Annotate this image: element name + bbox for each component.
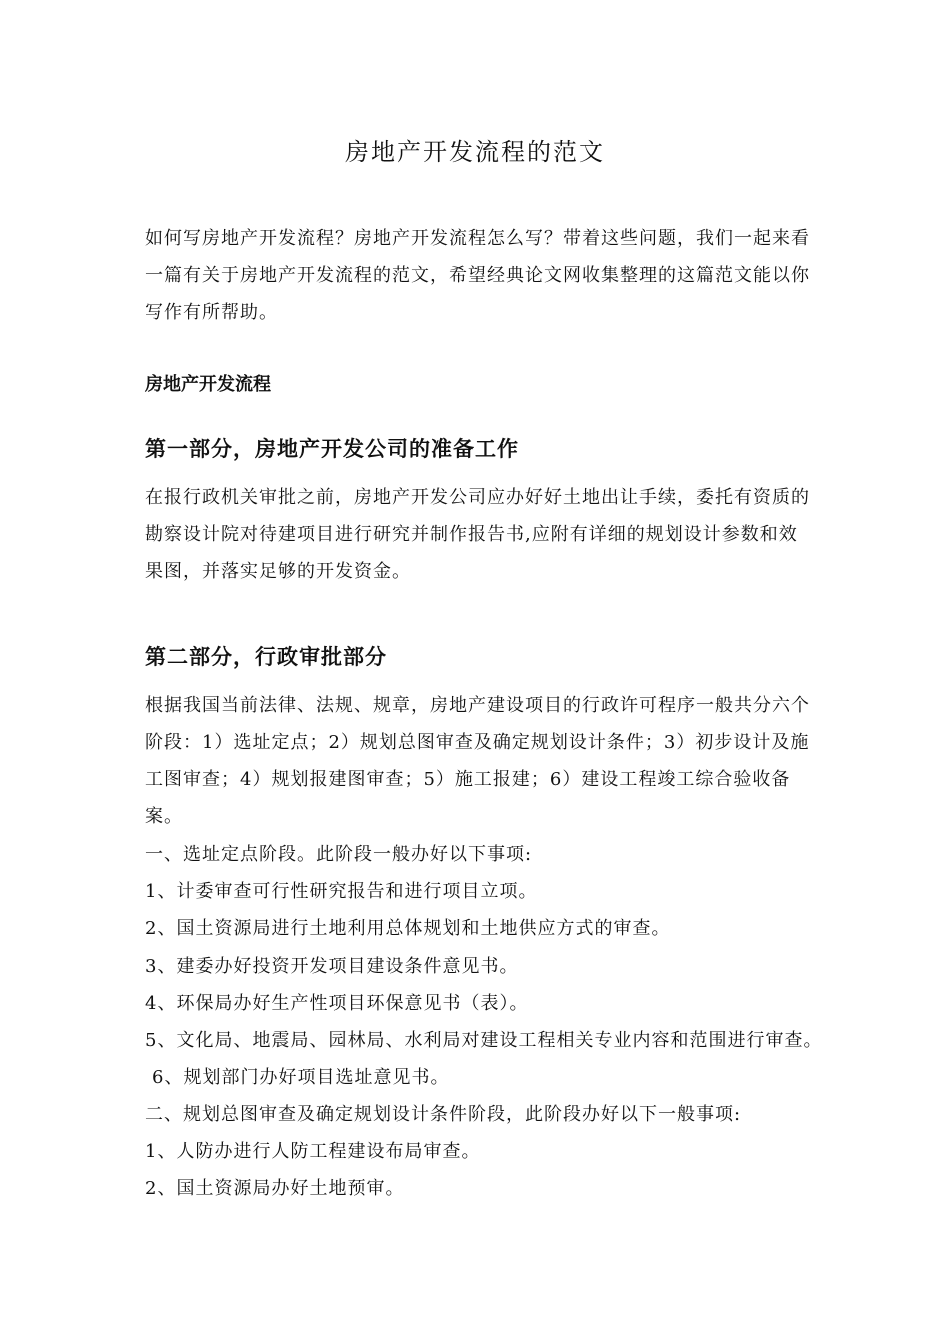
document-title: 房地产开发流程的范文 (345, 138, 605, 166)
list-item: 6、规划部门办好项目选址意见书。 (152, 1067, 450, 1088)
list-item: 1、计委审查可行性研究报告和进行项目立项。 (145, 881, 538, 902)
section2-heading: 第二部分，行政审批部分 (145, 644, 387, 669)
section2-body: 根据我国当前法律、法规、规章，房地产建设项目的行政许可程序一般共分六个阶段：1）选址定点；2）规划总图审查及确定规划设计条件；3）初步设计及施工图审查；4）规划报建图审查；5）施工报建；6）建设工程竣工综合验收备案。 (145, 695, 810, 827)
section1-heading: 第一部分，房地产开发公司的准备工作 (145, 436, 519, 461)
intro-paragraph: 如何写房地产开发流程？房地产开发流程怎么写？带着这些问题，我们一起来看一篇有关于房地产开发流程的范文，希望经典论文网收集整理的这篇范文能以你写作有所帮助。 (145, 228, 810, 323)
subheading: 房地产开发流程 (145, 374, 271, 395)
list-item: 4、环保局办好生产性项目环保意见书（表）。 (145, 993, 529, 1014)
list-item: 2、国土资源局进行土地利用总体规划和土地供应方式的审查。 (145, 918, 671, 939)
list-item: 1、人防办进行人防工程建设布局审查。 (145, 1141, 481, 1162)
list-item: 3、建委办好投资开发项目建设条件意见书。 (145, 956, 519, 977)
section1-body: 在报行政机关审批之前，房地产开发公司应办好好土地出让手续，委托有资质的勘察设计院对待建项目进行研究并制作报告书,应附有详细的规划设计参数和效果图，并落实足够的开发资金。 (145, 487, 810, 582)
list-item: 二、规划总图审查及确定规划设计条件阶段，此阶段办好以下一般事项: (145, 1104, 742, 1125)
list-item: 2、国土资源局办好土地预审。 (145, 1178, 405, 1199)
list-item: 一、选址定点阶段。此阶段一般办好以下事项: (145, 844, 533, 865)
list-item: 5、文化局、地震局、园林局、水利局对建设工程相关专业内容和范围进行审查。 (145, 1030, 823, 1051)
